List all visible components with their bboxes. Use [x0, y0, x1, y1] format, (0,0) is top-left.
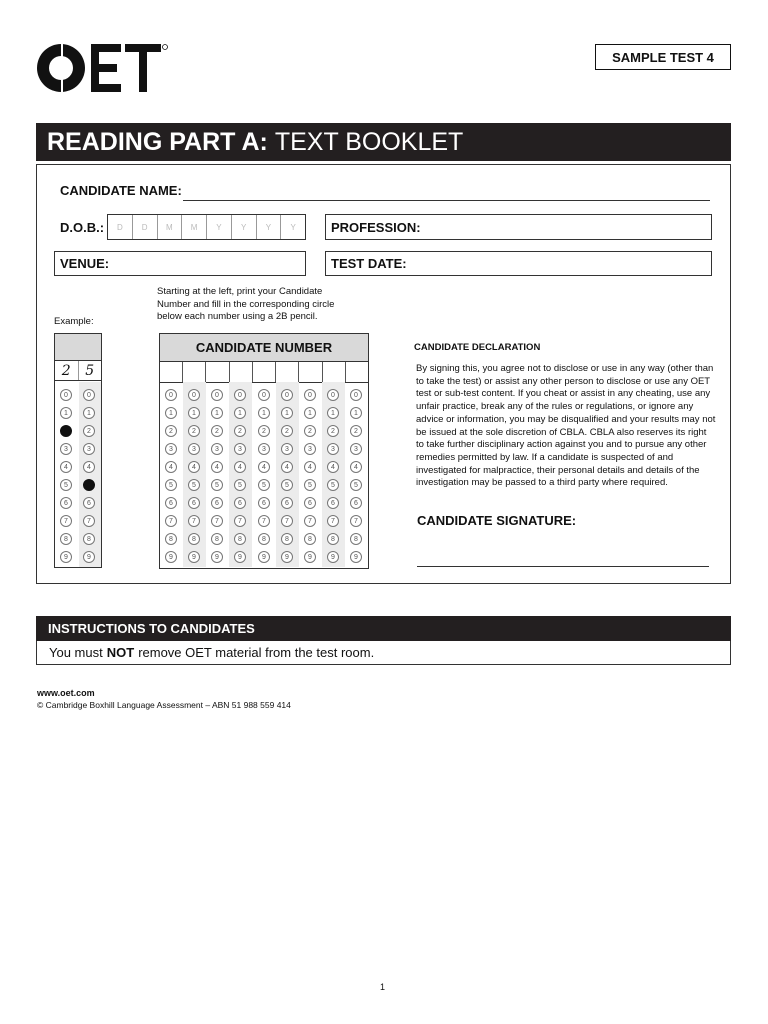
- dob-cell[interactable]: M: [158, 215, 183, 239]
- candidate-number-bubble[interactable]: 7: [165, 515, 177, 527]
- candidate-number-bubble[interactable]: 4: [304, 461, 316, 473]
- candidate-number-bubble[interactable]: 8: [211, 533, 223, 545]
- candidate-number-bubble[interactable]: 4: [211, 461, 223, 473]
- candidate-number-bubble[interactable]: 1: [350, 407, 362, 419]
- candidate-number-bubble[interactable]: 7: [350, 515, 362, 527]
- candidate-number-bubble[interactable]: 7: [281, 515, 293, 527]
- candidate-number-bubble[interactable]: 0: [188, 389, 200, 401]
- dob-cell[interactable]: M: [182, 215, 207, 239]
- candidate-number-bubble[interactable]: 1: [281, 407, 293, 419]
- candidate-number-bubble[interactable]: 6: [234, 497, 246, 509]
- example-bubble[interactable]: 9: [60, 551, 72, 563]
- candidate-number-box[interactable]: [206, 362, 229, 382]
- candidate-number-bubble[interactable]: 1: [234, 407, 246, 419]
- candidate-number-bubble[interactable]: 4: [281, 461, 293, 473]
- candidate-name-label: CANDIDATE NAME:: [60, 183, 182, 198]
- dob-input[interactable]: [107, 214, 306, 240]
- venue-field[interactable]: [54, 251, 306, 276]
- candidate-number-boxes: [160, 362, 368, 383]
- candidate-number-bubble[interactable]: 0: [258, 389, 270, 401]
- candidate-number-bubble[interactable]: 0: [165, 389, 177, 401]
- example-digit: 2: [55, 361, 79, 380]
- candidate-number-bubble[interactable]: 0: [350, 389, 362, 401]
- candidate-number-bubble[interactable]: 5: [258, 479, 270, 491]
- candidate-number-bubble[interactable]: 3: [211, 443, 223, 455]
- declaration-title: CANDIDATE DECLARATION: [414, 342, 541, 353]
- candidate-number-bubble[interactable]: 7: [304, 515, 316, 527]
- candidate-number-bubble[interactable]: 3: [258, 443, 270, 455]
- profession-field[interactable]: [325, 214, 712, 240]
- example-digit-row: [55, 361, 101, 381]
- dob-cell[interactable]: Y: [257, 215, 282, 239]
- oet-logo: [37, 44, 169, 92]
- dob-label: D.O.B.:: [60, 220, 105, 235]
- candidate-number-bubble[interactable]: 6: [188, 497, 200, 509]
- candidate-number-bubble[interactable]: 3: [327, 443, 339, 455]
- candidate-number-bubble[interactable]: 3: [304, 443, 316, 455]
- signature-field[interactable]: [417, 566, 709, 567]
- example-bubble[interactable]: 7: [83, 515, 95, 527]
- example-bubble[interactable]: 8: [83, 533, 95, 545]
- candidate-number-bubble[interactable]: 2: [165, 425, 177, 437]
- candidate-name-field[interactable]: [183, 200, 710, 201]
- candidate-number-bubble[interactable]: 5: [234, 479, 246, 491]
- example-bubble[interactable]: 5: [60, 479, 72, 491]
- example-bubble[interactable]: 3: [60, 443, 72, 455]
- candidate-number-bubble[interactable]: 2: [304, 425, 316, 437]
- footer-copyright: © Cambridge Boxhill Language Assessment – ABN 51 988 559 414: [37, 700, 291, 710]
- candidate-number-bubble[interactable]: 4: [188, 461, 200, 473]
- signature-label: CANDIDATE SIGNATURE:: [417, 513, 577, 528]
- candidate-number-bubble[interactable]: 3: [165, 443, 177, 455]
- candidate-number-bubble[interactable]: 8: [165, 533, 177, 545]
- candidate-number-bubble[interactable]: 7: [258, 515, 270, 527]
- candidate-number-box[interactable]: [346, 362, 368, 382]
- candidate-number-header: CANDIDATE NUMBER: [160, 334, 368, 362]
- candidate-number-bubble[interactable]: 4: [327, 461, 339, 473]
- example-label: Example:: [54, 316, 94, 327]
- dob-cell[interactable]: Y: [290, 222, 296, 232]
- dob-cell[interactable]: D: [133, 215, 158, 239]
- candidate-number-bubble[interactable]: 4: [165, 461, 177, 473]
- dob-cell[interactable]: Y: [207, 215, 232, 239]
- declaration-text: By signing this, you agree not to disclose or use in any way (other than to take the test) or assist any other person to disclose or use any OET test or sub-test content. If you cheat or assist in any cheating, use any unfair practice, break any of the rules or regulations, or ignore any advice or information, you may be disqualified and your results may not be issued at the sole discretion of CBLA. CBLA also reserves its right to take further disciplinary action against you and to pursue any other remedies permitted by law. If a candidate is suspected of and investigated for malpractice, their personal details and details of the investigation may be passed to a third party where required.: [416, 363, 716, 489]
- example-bubble[interactable]: 1: [83, 407, 95, 419]
- page-title: [36, 123, 731, 161]
- example-bubble[interactable]: 6: [60, 497, 72, 509]
- candidate-number-bubble[interactable]: 8: [258, 533, 270, 545]
- candidate-number-bubble[interactable]: 5: [211, 479, 223, 491]
- candidate-number-box[interactable]: [323, 362, 346, 382]
- candidate-number-bubble[interactable]: 8: [234, 533, 246, 545]
- candidate-number-bubble[interactable]: 9: [281, 551, 293, 563]
- example-bubble[interactable]: [60, 425, 72, 437]
- candidate-number-bubble[interactable]: 1: [258, 407, 270, 419]
- candidate-number-bubble[interactable]: 2: [258, 425, 270, 437]
- candidate-number-bubble[interactable]: 6: [165, 497, 177, 509]
- candidate-number-bubble[interactable]: 5: [327, 479, 339, 491]
- candidate-number-bubble[interactable]: 5: [188, 479, 200, 491]
- candidate-number-bubble[interactable]: 0: [234, 389, 246, 401]
- footer-url[interactable]: www.oet.com: [37, 688, 95, 698]
- candidate-number-bubble[interactable]: 2: [211, 425, 223, 437]
- dob-cell[interactable]: D: [108, 215, 133, 239]
- example-bubble[interactable]: 6: [83, 497, 95, 509]
- instructions-title: INSTRUCTIONS TO CANDIDATES: [36, 616, 731, 641]
- candidate-number-bubble[interactable]: 7: [211, 515, 223, 527]
- candidate-number-bubble[interactable]: 2: [188, 425, 200, 437]
- candidate-number-bubble[interactable]: 5: [304, 479, 316, 491]
- candidate-number-box[interactable]: [299, 362, 322, 382]
- instructions-text-before: You must: [49, 645, 103, 660]
- candidate-number-bubble[interactable]: 2: [350, 425, 362, 437]
- candidate-number-bubble[interactable]: 6: [281, 497, 293, 509]
- candidate-number-bubble[interactable]: 0: [281, 389, 293, 401]
- example-bubble[interactable]: 4: [83, 461, 95, 473]
- candidate-number-instructions: Starting at the left, print your Candidate Number and fill in the corresponding circle below each number using a 2B pencil.: [157, 286, 335, 322]
- candidate-number-bubble[interactable]: 6: [350, 497, 362, 509]
- candidate-number-bubble[interactable]: 5: [350, 479, 362, 491]
- candidate-number-bubble[interactable]: 8: [281, 533, 293, 545]
- instructions-body: [36, 641, 731, 665]
- candidate-number-bubble[interactable]: 1: [165, 407, 177, 419]
- candidate-number-bubble[interactable]: 4: [350, 461, 362, 473]
- example-bubble[interactable]: 4: [60, 461, 72, 473]
- candidate-number-bubble[interactable]: 8: [327, 533, 339, 545]
- candidate-number-box[interactable]: [253, 362, 276, 382]
- candidate-number-bubble[interactable]: 1: [327, 407, 339, 419]
- venue-label: VENUE:: [60, 256, 110, 271]
- candidate-number-bubble[interactable]: 2: [234, 425, 246, 437]
- candidate-number-bubble[interactable]: 9: [304, 551, 316, 563]
- candidate-number-box[interactable]: [276, 362, 299, 382]
- candidate-number-bubble[interactable]: 9: [165, 551, 177, 563]
- candidate-number-bubble[interactable]: 6: [258, 497, 270, 509]
- candidate-number-bubble[interactable]: 1: [211, 407, 223, 419]
- candidate-number-bubble[interactable]: 6: [327, 497, 339, 509]
- instructions-text-after: remove OET material from the test room.: [138, 645, 375, 660]
- example-bubble[interactable]: 0: [60, 389, 72, 401]
- example-bubble[interactable]: [83, 479, 95, 491]
- example-bubble[interactable]: 2: [83, 425, 95, 437]
- example-bubble[interactable]: 8: [60, 533, 72, 545]
- candidate-number-bubble[interactable]: 0: [304, 389, 316, 401]
- candidate-number-bubble[interactable]: 7: [327, 515, 339, 527]
- candidate-number-bubble[interactable]: 7: [234, 515, 246, 527]
- candidate-number-box[interactable]: [183, 362, 206, 382]
- example-bubble[interactable]: 7: [60, 515, 72, 527]
- candidate-number-bubble[interactable]: 9: [211, 551, 223, 563]
- title-bold: READING PART A:: [47, 127, 268, 156]
- profession-label: PROFESSION:: [331, 219, 421, 235]
- candidate-number-bubble[interactable]: 4: [234, 461, 246, 473]
- example-digit: 5: [85, 362, 95, 379]
- candidate-number-bubble[interactable]: 6: [304, 497, 316, 509]
- sample-test-label: SAMPLE TEST 4: [595, 44, 731, 70]
- candidate-number-bubble[interactable]: 9: [258, 551, 270, 563]
- candidate-number-bubble[interactable]: 3: [234, 443, 246, 455]
- candidate-number-bubble[interactable]: 8: [188, 533, 200, 545]
- candidate-number-bubble[interactable]: 3: [350, 443, 362, 455]
- candidate-number-bubble[interactable]: 7: [188, 515, 200, 527]
- test-date-label: TEST DATE:: [331, 256, 407, 271]
- example-bubble[interactable]: 3: [83, 443, 95, 455]
- candidate-number-bubble[interactable]: 0: [211, 389, 223, 401]
- candidate-number-bubble[interactable]: 3: [281, 443, 293, 455]
- example-bubble[interactable]: 0: [83, 389, 95, 401]
- example-bubble[interactable]: 9: [83, 551, 95, 563]
- candidate-number-bubble[interactable]: 1: [304, 407, 316, 419]
- page-number: 1: [380, 982, 386, 992]
- candidate-number-bubble[interactable]: 0: [327, 389, 339, 401]
- candidate-number-box[interactable]: [160, 362, 183, 382]
- instructions-emphasis: NOT: [106, 645, 135, 660]
- candidate-number-box[interactable]: [230, 362, 253, 382]
- candidate-number-bubble[interactable]: 9: [234, 551, 246, 563]
- candidate-number-bubble[interactable]: 9: [350, 551, 362, 563]
- candidate-number-bubble[interactable]: 5: [281, 479, 293, 491]
- candidate-number-bubble[interactable]: 6: [211, 497, 223, 509]
- title-regular: TEXT BOOKLET: [274, 127, 464, 156]
- candidate-number-bubble[interactable]: 5: [165, 479, 177, 491]
- example-grid-header: [55, 334, 101, 361]
- candidate-number-bubble[interactable]: 1: [188, 407, 200, 419]
- dob-cell[interactable]: Y: [232, 215, 257, 239]
- candidate-number-bubble[interactable]: 9: [188, 551, 200, 563]
- example-bubble[interactable]: 1: [60, 407, 72, 419]
- candidate-number-bubble[interactable]: 2: [281, 425, 293, 437]
- candidate-number-bubble[interactable]: 2: [327, 425, 339, 437]
- test-date-field[interactable]: [325, 251, 712, 276]
- candidate-number-bubble[interactable]: 8: [304, 533, 316, 545]
- candidate-number-bubble[interactable]: 3: [188, 443, 200, 455]
- candidate-number-bubble[interactable]: 9: [327, 551, 339, 563]
- candidate-number-bubble[interactable]: 4: [258, 461, 270, 473]
- candidate-number-bubble[interactable]: 8: [350, 533, 362, 545]
